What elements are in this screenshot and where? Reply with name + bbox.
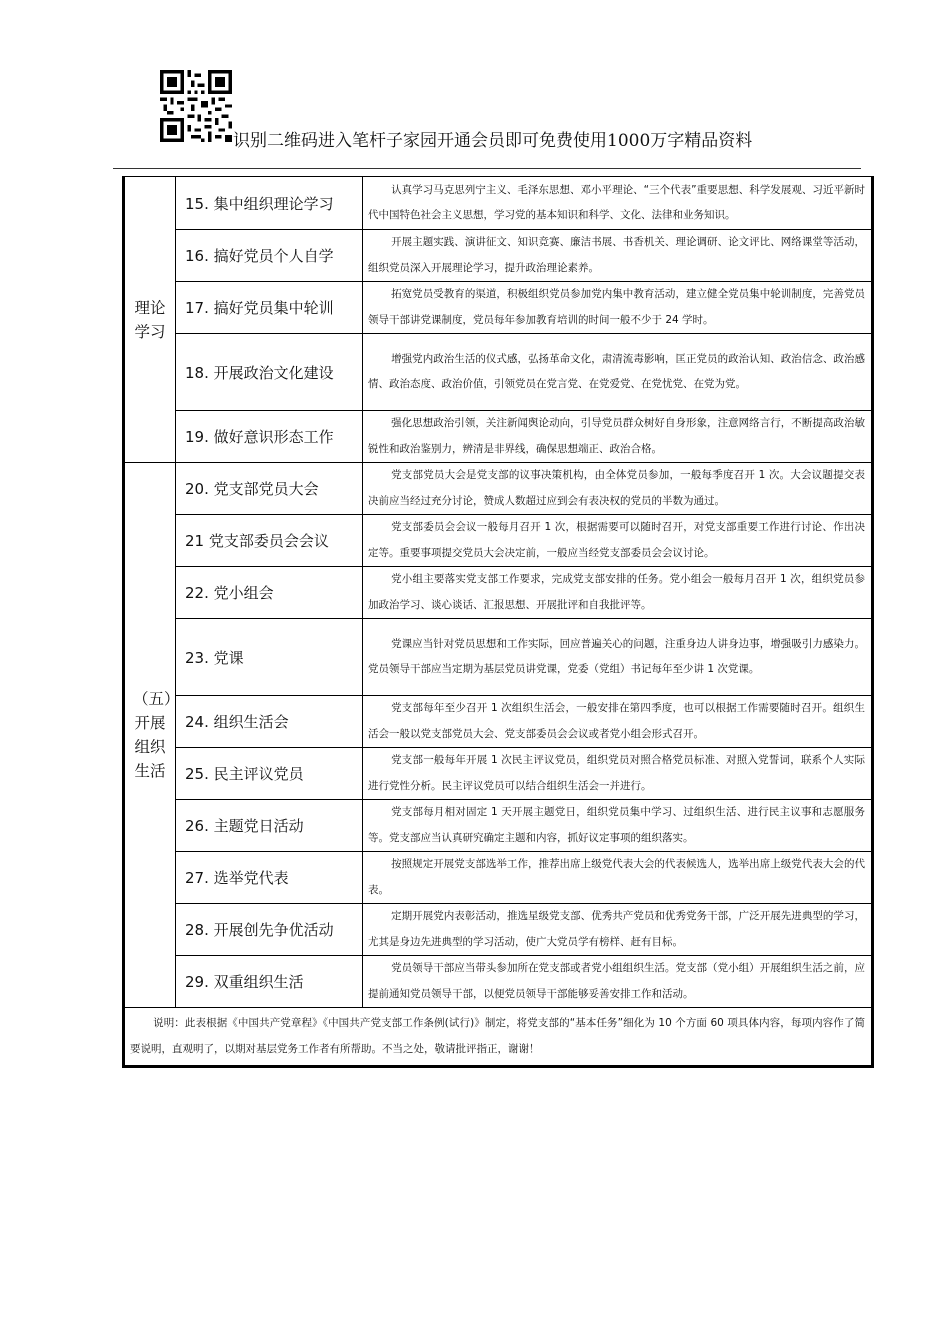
item-description: 定期开展党内表彰活动，推选星级党支部、优秀共产党员和优秀党务干部，广泛开展先进典型的学习，尤其是身边先进典型的学习活动，使广大党员学有榜样、赶有目标。 [363,904,873,956]
item-title: 18. 开展政治文化建设 [176,334,363,411]
task-table [122,176,874,1068]
item-title: 23. 党课 [176,619,363,696]
table-row [124,515,873,567]
item-title: 26. 主题党日活动 [176,800,363,852]
table-row [124,696,873,748]
table-row [124,177,873,230]
item-title: 15. 集中组织理论学习 [176,177,363,230]
note-row [124,1008,873,1067]
item-title: 21 党支部委员会会议 [176,515,363,567]
item-description: 强化思想政治引领，关注新闻舆论动向，引导党员群众树好自身形象，注意网络言行，不断提高政治敏锐性和政治鉴别力，辨清是非界线，确保思想端正、政治合格。 [363,411,873,463]
item-description: 党支部党员大会是党支部的议事决策机构，由全体党员参加，一般每季度召开 1 次。大会议题提交表决前应当经过充分讨论，赞成人数超过应到会有表决权的党员的半数为通过。 [363,463,873,515]
item-title: 24. 组织生活会 [176,696,363,748]
table-row [124,619,873,696]
header-divider [113,168,861,169]
item-title: 22. 党小组会 [176,567,363,619]
table-row [124,800,873,852]
category-cell: （五）开展组织生活 [124,463,176,1008]
item-description: 认真学习马克思列宁主义、毛泽东思想、邓小平理论、“三个代表”重要思想、科学发展观、习近平新时代中国特色社会主义思想，学习党的基本知识和科学、文化、法律和业务知识。 [363,177,873,230]
page-header [155,68,855,151]
item-title: 27. 选举党代表 [176,852,363,904]
item-title: 17. 搞好党员集中轮训 [176,282,363,334]
table-row [124,852,873,904]
item-description: 党支部一般每年开展 1 次民主评议党员，组织党员对照合格党员标准、对照入党誓词，联系个人实际进行党性分析。民主评议党员可以结合组织生活会一并进行。 [363,748,873,800]
table-row [124,748,873,800]
table-row [124,230,873,282]
qr-code-icon[interactable] [160,70,232,142]
item-description: 增强党内政治生活的仪式感，弘扬革命文化，肃清流毒影响，匡正党员的政治认知、政治信念、政治感情、政治态度、政治价值，引领党员在党言党、在党爱党、在党忧党、在党为党。 [363,334,873,411]
item-title: 28. 开展创先争优活动 [176,904,363,956]
table-row [124,463,873,515]
item-description: 党员领导干部应当带头参加所在党支部或者党小组组织生活。党支部（党小组）开展组织生活之前，应提前通知党员领导干部，以便党员领导干部能够妥善安排工作和活动。 [363,956,873,1008]
item-title: 16. 搞好党员个人自学 [176,230,363,282]
item-description: 党课应当针对党员思想和工作实际，回应普遍关心的问题，注重身边人讲身边事，增强吸引力感染力。党员领导干部应当定期为基层党员讲党课，党委（党组）书记每年至少讲 1 次党课。 [363,619,873,696]
item-description: 党支部委员会会议一般每月召开 1 次，根据需要可以随时召开，对党支部重要工作进行讨论、作出决定等。重要事项提交党员大会决定前，一般应当经党支部委员会会议讨论。 [363,515,873,567]
item-description: 党支部每月相对固定 1 天开展主题党日，组织党员集中学习、过组织生活、进行民主议事和志愿服务等。党支部应当认真研究确定主题和内容，抓好议定事项的组织落实。 [363,800,873,852]
item-description: 开展主题实践、演讲征文、知识竞赛、廉洁书展、书香机关、理论调研、论文评比、网络课堂等活动，组织党员深入开展理论学习，提升政治理论素养。 [363,230,873,282]
item-title: 29. 双重组织生活 [176,956,363,1008]
category-cell: 理论学习 [124,177,176,463]
table-row [124,334,873,411]
item-description: 党支部每年至少召开 1 次组织生活会，一般安排在第四季度，也可以根据工作需要随时召开。组织生活会一般以党支部党员大会、党支部委员会会议或者党小组会形式召开。 [363,696,873,748]
table-note: 说明：此表根据《中国共产党章程》《中国共产党支部工作条例(试行)》制定，将党支部的“基本任务”细化为 10 个方面 60 项具体内容，每项内容作了简要说明，直观明了，以期对基层党务工作者有所帮助。不当之处，敬请批评指正，谢谢！ [124,1008,873,1067]
table-row [124,956,873,1008]
table-row [124,282,873,334]
table-row [124,411,873,463]
item-description: 按照规定开展党支部选举工作，推荐出席上级党代表大会的代表候选人，选举出席上级党代表大会的代表。 [363,852,873,904]
item-title: 20. 党支部党员大会 [176,463,363,515]
table-row [124,567,873,619]
table-row [124,904,873,956]
item-description: 拓宽党员受教育的渠道，积极组织党员参加党内集中教育活动，建立健全党员集中轮训制度，完善党员领导干部讲党课制度，党员每年参加教育培训的时间一般不少于 24 学时。 [363,282,873,334]
item-title: 25. 民主评议党员 [176,748,363,800]
promo-banner-text: 识别二维码进入笔杆子家园开通会员即可免费使用1000万字精品资料 [233,131,753,151]
item-title: 19. 做好意识形态工作 [176,411,363,463]
item-description: 党小组主要落实党支部工作要求，完成党支部安排的任务。党小组会一般每月召开 1 次，组织党员参加政治学习、谈心谈话、汇报思想、开展批评和自我批评等。 [363,567,873,619]
